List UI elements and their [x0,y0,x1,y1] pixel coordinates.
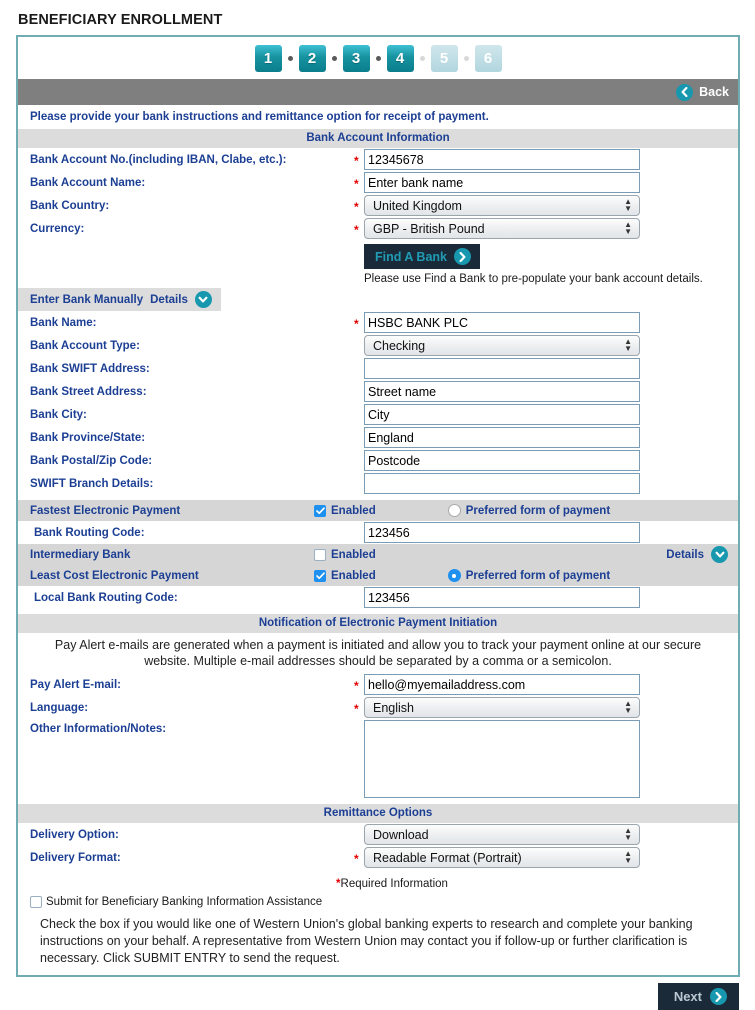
field-row-currency [18,217,738,240]
select-arrows-icon: ▲ ▼ [624,337,632,353]
required-marker: * [354,701,359,716]
required-marker-placeholder [354,385,364,399]
other-information-notes-textarea[interactable] [364,720,640,798]
field-row-pay-alert-email [18,673,738,696]
chevron-left-icon [676,84,693,101]
required-marker-placeholder [354,362,364,376]
fastest-preferred-label: Preferred form of payment [465,504,611,517]
next-label: Next [673,989,702,1004]
assist-checkbox-row[interactable] [18,894,738,912]
label-pay-alert-email: Pay Alert E-mail: [30,678,121,691]
least-cost-preferred-group[interactable] [448,569,610,582]
bank-account-type-value: Checking [373,338,426,353]
label-local-bank-routing-code: Local Bank Routing Code: [34,591,178,604]
label-bank-account-type: Bank Account Type: [30,339,140,352]
required-marker: * [354,199,359,214]
intermediary-details-button[interactable] [666,546,738,563]
intermediary-details-label: Details [666,548,704,561]
bank-account-no-input[interactable] [364,149,640,170]
enter-bank-manually-details-label[interactable]: Details [150,293,188,306]
bank-postal-zip-input[interactable] [364,450,640,471]
required-marker: * [354,316,359,331]
label-language: Language: [30,701,89,714]
back-label: Back [699,85,729,99]
least-cost-preferred-radio[interactable] [448,569,461,582]
required-marker-placeholder [354,477,364,491]
label-bank-country: Bank Country: [30,199,110,212]
section-header-notification: Notification of Electronic Payment Initiation [18,614,738,633]
least-cost-electronic-payment-title: Least Cost Electronic Payment [30,569,199,582]
bank-account-type-select[interactable] [364,335,640,356]
fastest-enabled-group[interactable] [314,505,376,517]
step-6[interactable]: 6 [475,45,502,72]
enter-bank-manually-header [18,288,221,311]
next-button-wrapper [0,977,755,1010]
intermediary-enabled-label: Enabled [331,548,376,561]
section-header-remittance-options: Remittance Options [18,804,738,823]
label-bank-swift-address: Bank SWIFT Address: [30,362,150,375]
required-marker-placeholder [354,526,364,540]
label-bank-city: Bank City: [30,408,87,421]
next-button[interactable] [658,983,739,1010]
label-currency: Currency: [30,222,85,235]
label-bank-account-name: Bank Account Name: [30,176,146,189]
step-separator-dot [376,56,381,61]
currency-value: GBP - British Pound [373,221,485,236]
label-bank-street-address: Bank Street Address: [30,385,147,398]
label-swift-branch-details: SWIFT Branch Details: [30,477,154,490]
chevron-right-icon [710,988,727,1005]
enter-bank-manually-title: Enter Bank Manually [30,293,144,306]
select-arrows-icon: ▲ ▼ [624,220,632,236]
select-arrows-icon: ▲ ▼ [624,826,632,842]
label-bank-account-no: Bank Account No.(including IBAN, Clabe, etc.): [30,153,287,166]
field-row-bank-street-address [18,380,738,403]
required-marker: * [336,878,341,890]
find-a-bank-note: Please use Find a Bank to pre-populate your bank account details. [364,273,703,285]
step-separator-dot [420,56,425,61]
delivery-option-value: Download [373,827,429,842]
field-row-bank-account-name [18,171,738,194]
find-a-bank-wrapper [18,240,738,269]
language-value: English [373,700,414,715]
page-title: BENEFICIARY ENROLLMENT [18,12,223,28]
required-information-note [18,869,738,894]
field-row-bank-routing-code [18,521,738,544]
assist-checkbox-label: Submit for Beneficiary Banking Information Assistance [46,896,323,908]
field-row-bank-postal-zip [18,449,738,472]
label-bank-routing-code: Bank Routing Code: [34,526,145,539]
label-delivery-option: Delivery Option: [30,828,119,841]
step-separator-dot [288,56,293,61]
step-separator-dot [332,56,337,61]
currency-select[interactable] [364,218,640,239]
field-row-bank-name [18,311,738,334]
step-4[interactable]: 4 [387,45,414,72]
enter-bank-manually-header-row [18,288,738,311]
delivery-option-select[interactable] [364,824,640,845]
least-cost-enabled-group[interactable] [314,570,376,582]
enrollment-form-frame [16,35,740,977]
intermediary-enabled-group[interactable] [314,549,376,561]
fastest-preferred-radio[interactable] [448,504,461,517]
find-a-bank-label: Find A Bank [375,249,447,264]
select-arrows-icon: ▲ ▼ [624,699,632,715]
label-bank-name: Bank Name: [30,316,97,329]
intermediary-bank-title: Intermediary Bank [30,548,131,561]
find-a-bank-button[interactable] [364,244,480,269]
bank-name-input[interactable] [364,312,640,333]
local-bank-routing-code-input[interactable] [364,587,640,608]
delivery-format-value: Readable Format (Portrait) [373,850,522,865]
field-row-bank-account-type [18,334,738,357]
nav-bar [18,79,738,105]
bank-country-select[interactable] [364,195,640,216]
required-marker: * [354,678,359,693]
bank-city-input[interactable] [364,404,640,425]
select-arrows-icon: ▲ ▼ [624,197,632,213]
fastest-electronic-payment-band [18,500,738,521]
step-1[interactable]: 1 [255,45,282,72]
fastest-enabled-label: Enabled [331,504,376,517]
bank-country-value: United Kingdom [373,198,462,213]
required-marker: * [354,153,359,168]
required-marker: * [354,851,359,866]
bank-routing-code-input[interactable] [364,522,640,543]
step-2[interactable]: 2 [299,45,326,72]
section-header-bank-account-information: Bank Account Information [18,129,738,148]
field-row-other-information-notes [18,719,738,799]
field-row-bank-province-state [18,426,738,449]
chevron-right-icon [454,248,471,265]
field-row-delivery-option [18,823,738,846]
least-cost-enabled-checkbox[interactable] [314,570,326,582]
label-bank-postal-zip: Bank Postal/Zip Code: [30,454,153,467]
pay-alert-email-input[interactable] [364,674,640,695]
required-marker: * [354,222,359,237]
bank-province-state-input[interactable] [364,427,640,448]
least-cost-enabled-label: Enabled [331,569,376,582]
required-marker-placeholder [354,720,364,734]
assist-checkbox[interactable] [30,896,42,908]
language-select[interactable] [364,697,640,718]
step-separator-dot [464,56,469,61]
select-arrows-icon: ▲ ▼ [624,849,632,865]
label-other-information-notes: Other Information/Notes: [30,723,167,735]
bank-swift-address-input[interactable] [364,358,640,379]
fastest-preferred-group[interactable] [448,504,610,517]
intermediary-bank-band [18,544,738,565]
required-information-text: Required Information [340,878,448,890]
required-marker-placeholder [354,454,364,468]
bank-street-address-input[interactable] [364,381,640,402]
field-row-bank-country [18,194,738,217]
least-cost-preferred-label: Preferred form of payment [465,569,611,582]
required-marker-placeholder [354,828,364,842]
field-row-language [18,696,738,719]
required-marker-placeholder [354,431,364,445]
fastest-enabled-checkbox[interactable] [314,505,326,517]
field-row-bank-account-no [18,148,738,171]
label-delivery-format: Delivery Format: [30,851,121,864]
required-marker-placeholder [354,591,364,605]
required-marker-placeholder [354,408,364,422]
intermediary-enabled-checkbox[interactable] [314,549,326,561]
required-marker-placeholder [354,339,364,353]
chevron-down-circle-icon[interactable] [195,291,212,308]
delivery-format-select[interactable] [364,847,640,868]
assist-paragraph: Check the box if you would like one of Western Union's global banking experts to research and complete your banking instructions on your behalf. A representative from Western Union may contact you if follow-up or further clarification is necessary. Click SUBMIT ENTRY to send the request. [40,917,693,965]
step-5[interactable]: 5 [431,45,458,72]
fastest-electronic-payment-title: Fastest Electronic Payment [30,504,181,517]
chevron-down-circle-icon[interactable] [711,546,728,563]
field-row-bank-swift-address [18,357,738,380]
label-bank-province-state: Bank Province/State: [30,431,146,444]
least-cost-electronic-payment-band [18,565,738,586]
required-marker: * [354,176,359,191]
stepper [18,37,738,79]
notification-paragraph: Pay Alert e-mails are generated when a payment is initiated and allow you to track your payment online at our secure website. Multiple e-mail addresses should be separated by a comma or a semicolon. [54,638,702,668]
field-row-swift-branch-details [18,472,738,495]
instruction-text: Please provide your bank instructions and remittance option for receipt of payment. [18,105,738,129]
field-row-local-bank-routing-code [18,586,738,609]
step-3[interactable]: 3 [343,45,370,72]
swift-branch-details-input[interactable] [364,473,640,494]
bank-account-name-input[interactable] [364,172,640,193]
field-row-bank-city [18,403,738,426]
field-row-delivery-format [18,846,738,869]
back-button[interactable] [676,84,729,101]
